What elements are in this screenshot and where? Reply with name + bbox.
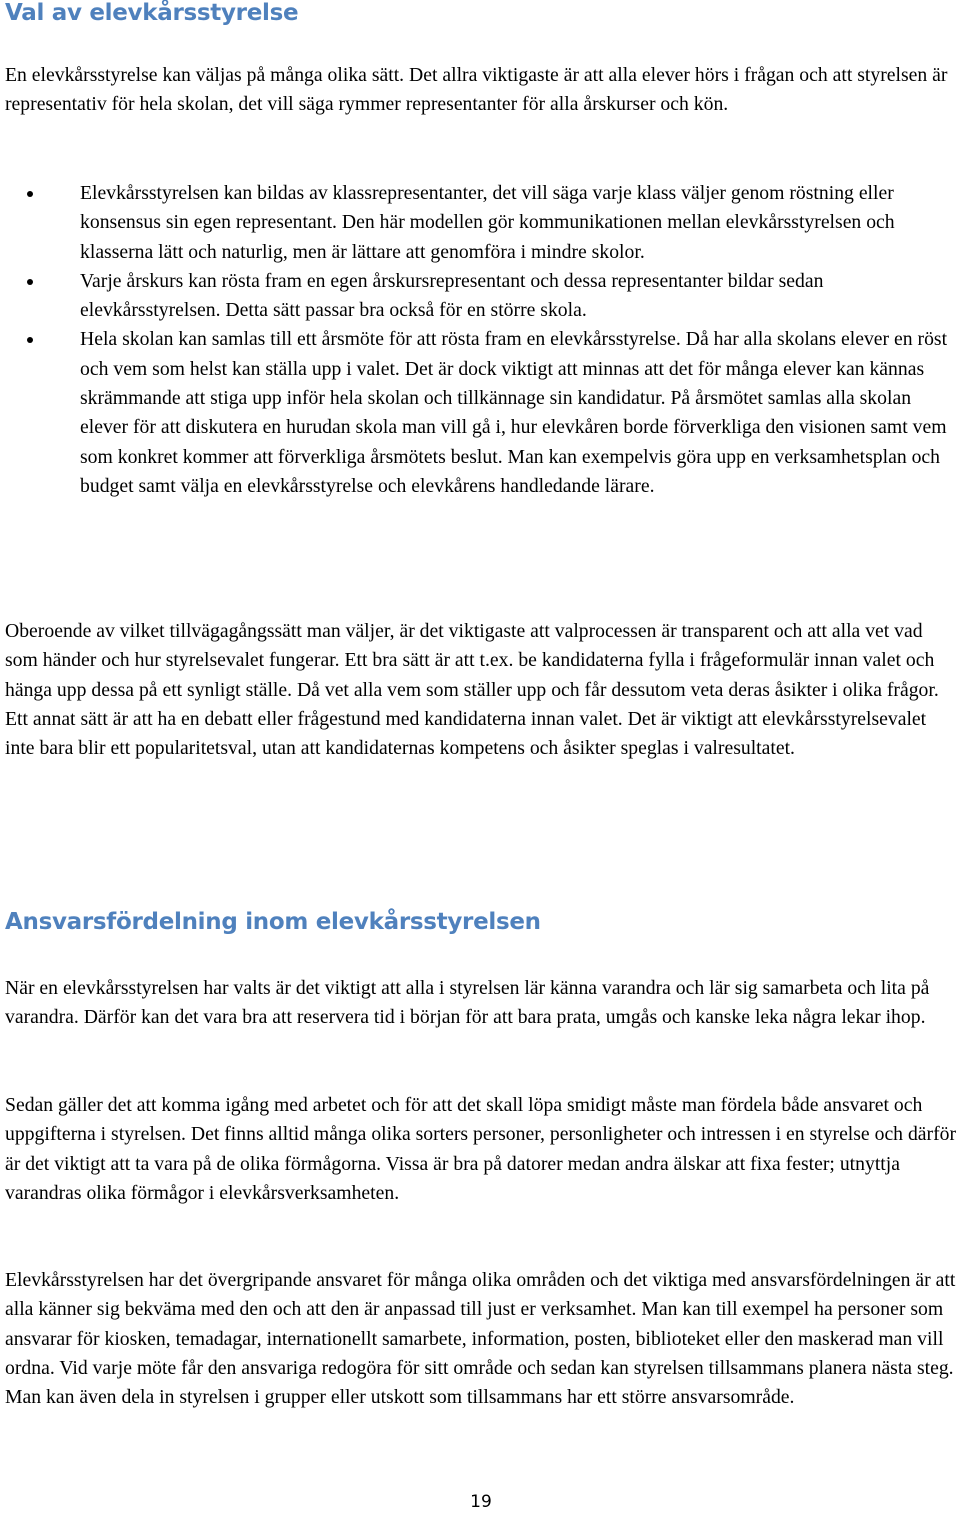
list-item bbox=[5, 179, 957, 267]
list-item-text: Elevkårsstyrelsen kan bildas av klassrepresentanter, det vill säga varje klass väljer genom röstning eller konsensus sin egen representant. Den här modellen gör kommunikationen mellan elevkårsstyrelsen och klasserna lätt och naturlig, men är lättare att genomföra i mindre skolor. bbox=[80, 182, 895, 263]
body-paragraph: Sedan gäller det att komma igång med arbetet och för att det skall löpa smidigt måste man fördela både ansvaret och uppgifterna i styrelsen. Det finns alltid många olika sorters personer, personligheter och intressen i en styrelse och därför är det viktigt att ta vara på de olika förmågorna. Vissa är bra på datorer medan andra älskar att fixa fester; utnyttja varandras olika förmågor i elevkårsverksamheten. bbox=[5, 1094, 957, 1204]
section-heading-val: Val av elevkårsstyrelse bbox=[5, 0, 299, 26]
closing-paragraph: Oberoende av vilket tillvägagångssätt man väljer, är det viktigaste att valprocessen är transparent och att alla vet vad som händer och hur styrelsevalet fungerar. Ett bra sätt är att t.ex. be kandidaterna fylla i frågeformulär innan valet och hänga upp dessa på ett synligt ställe. Då vet alla vem som ställer upp och får dessutom veta deras åsikter i olika frågor. Ett annat sätt är att ha en debatt eller frågestund med kandidaterna innan valet. Det är viktigt att elevkårsstyrelsevalet inte bara blir ett popularitetsval, utan att kandidaternas kompetens och åsikter speglas i valresultatet. bbox=[5, 620, 939, 760]
page-number: 19 bbox=[470, 1492, 492, 1512]
body-paragraph: Elevkårsstyrelsen har det övergripande ansvaret för många olika områden och det viktiga med ansvarsfördelningen är att alla känner sig bekväma med den och att den är anpassad till just er verksamhet. Man kan till exempel ha personer som ansvarar för kiosken, temadagar, internationellt samarbete, information, posten, biblioteket eller den maskerad man vill ordna. Vid varje möte får den ansvariga redogöra för sitt område och sedan kan styrelsen tillsammans planera nästa steg. Man kan även dela in styrelsen i grupper eller utskott som tillsammans har ett större ansvarsområde. bbox=[5, 1269, 956, 1409]
list-item bbox=[5, 267, 957, 326]
list-item-text: Hela skolan kan samlas till ett årsmöte för att rösta fram en elevkårsstyrelse. Då har alla skolans elever en röst och vem som helst kan ställa upp i valet. Det är dock viktigt att minnas att det för många elever kan kännas skrämmande att stiga upp inför hela skolan och tillkännage sin kandidatur. På årsmötet samlas alla skolan elever för att diskutera en hurudan skola man vill gå i, hur elevkåren borde förverkliga den visionen samt vem som konkret kommer att förverkliga årsmötets beslut. Man kan exempelvis göra upp en verksamhetsplan och budget samt välja en elevkårsstyrelse och elevkårens handledande lärare. bbox=[80, 328, 948, 497]
bullet-icon bbox=[27, 279, 33, 285]
list-item-text: Varje årskurs kan rösta fram en egen årskursrepresentant och dessa representanter bildar sedan elevkårsstyrelsen. Detta sätt passar bra också för en större skola. bbox=[80, 269, 824, 322]
bullet-icon bbox=[27, 191, 33, 197]
intro-paragraph: En elevkårsstyrelse kan väljas på många olika sätt. Det allra viktigaste är att alla elever hörs i frågan och att styrelsen är representativ för hela skolan, det vill säga rymmer representanter för alla årskurser och kön. bbox=[5, 64, 948, 116]
section-heading-ansvarsfordelning: Ansvarsfördelning inom elevkårsstyrelsen bbox=[5, 909, 541, 935]
bullet-icon bbox=[27, 337, 33, 343]
election-methods-list bbox=[5, 179, 957, 501]
list-item bbox=[5, 325, 957, 501]
body-paragraph: När en elevkårsstyrelsen har valts är det viktigt att alla i styrelsen lär känna varandra och lär sig samarbeta och lita på varandra. Därför kan det vara bra att reservera tid i början för att bara prata, umgås och kanske leka några lekar ihop. bbox=[5, 977, 930, 1029]
